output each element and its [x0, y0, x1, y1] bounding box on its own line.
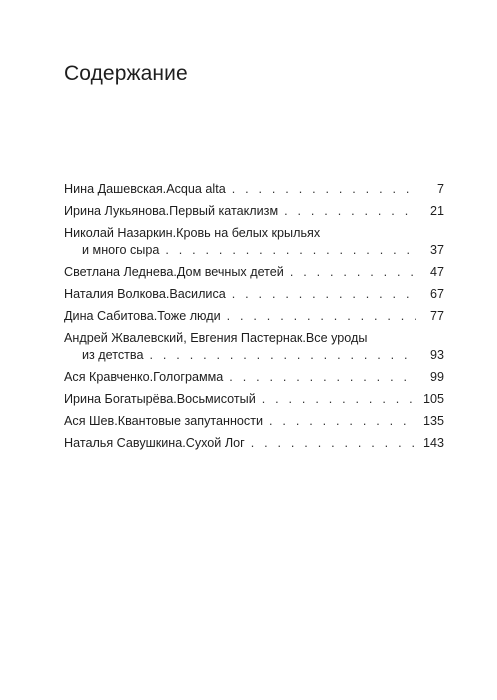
toc-author: Светлана Леднева.	[64, 265, 177, 279]
dot-leader	[262, 391, 416, 408]
toc-work-title: Квантовые запутанности	[117, 414, 264, 428]
toc-entry	[64, 286, 444, 303]
toc-entry	[64, 369, 444, 386]
toc-author: Ася Кравченко.	[64, 370, 154, 384]
dot-leader	[269, 413, 416, 430]
toc-work-title: Василиса	[169, 287, 226, 301]
toc-author: Ася Шев.	[64, 414, 118, 428]
toc-author: Николай Назаркин.	[64, 226, 177, 240]
toc-entry	[64, 413, 444, 430]
toc-entry	[64, 330, 444, 364]
toc-work-title: Кровь на белых крыльях	[176, 226, 321, 240]
toc-page-number: 7	[436, 182, 444, 196]
toc-entry	[64, 203, 444, 220]
dot-leader	[251, 435, 416, 452]
toc-author: Андрей Жвалевский, Евгения Пастернак.	[64, 331, 306, 345]
dot-leader	[284, 203, 416, 220]
toc-work-title: Голограмма	[153, 370, 224, 384]
toc-work-title-continued: и много сыра	[82, 243, 160, 257]
toc-entry	[64, 435, 444, 452]
toc-work-title: Тоже люди	[157, 309, 221, 323]
toc-page-number: 135	[422, 414, 444, 428]
toc-entry	[64, 264, 444, 281]
dot-leader	[229, 369, 416, 386]
toc-page-number: 93	[429, 348, 444, 362]
toc-entry	[64, 181, 444, 198]
toc-page-number: 105	[422, 392, 444, 406]
toc-author: Ирина Лукьянова.	[64, 204, 170, 218]
toc-author: Наталья Савушкина.	[64, 436, 186, 450]
dot-leader	[227, 308, 416, 325]
toc-page-number: 67	[429, 287, 444, 301]
toc-work-title: Дом вечных детей	[176, 265, 284, 279]
dot-leader	[165, 242, 416, 259]
toc-page-number: 21	[429, 204, 444, 218]
toc-author: Дина Сабитова.	[64, 309, 158, 323]
toc-page-number: 143	[422, 436, 444, 450]
dot-leader	[290, 264, 416, 281]
toc-author: Ирина Богатырёва.	[64, 392, 177, 406]
toc-author: Нина Дашевская.	[64, 182, 167, 196]
dot-leader	[150, 347, 417, 364]
toc-page-number: 37	[429, 243, 444, 257]
toc-page-number: 77	[429, 309, 444, 323]
toc-entry	[64, 391, 444, 408]
toc-work-title-continued: из детства	[82, 348, 144, 362]
toc-entry	[64, 308, 444, 325]
toc-work-title: Восьмисотый	[176, 392, 256, 406]
dot-leader	[232, 286, 416, 303]
toc-work-title: Все уроды	[305, 331, 368, 345]
toc-author: Наталия Волкова.	[64, 287, 170, 301]
table-of-contents	[64, 181, 444, 457]
toc-entry	[64, 225, 444, 259]
toc-work-title: Acqua alta	[166, 182, 226, 196]
page-title: Содержание	[64, 62, 188, 85]
toc-page-number: 47	[429, 265, 444, 279]
toc-work-title: Сухой Лог	[185, 436, 245, 450]
toc-work-title: Первый катаклизм	[169, 204, 279, 218]
dot-leader	[232, 181, 416, 198]
toc-page-number: 99	[429, 370, 444, 384]
